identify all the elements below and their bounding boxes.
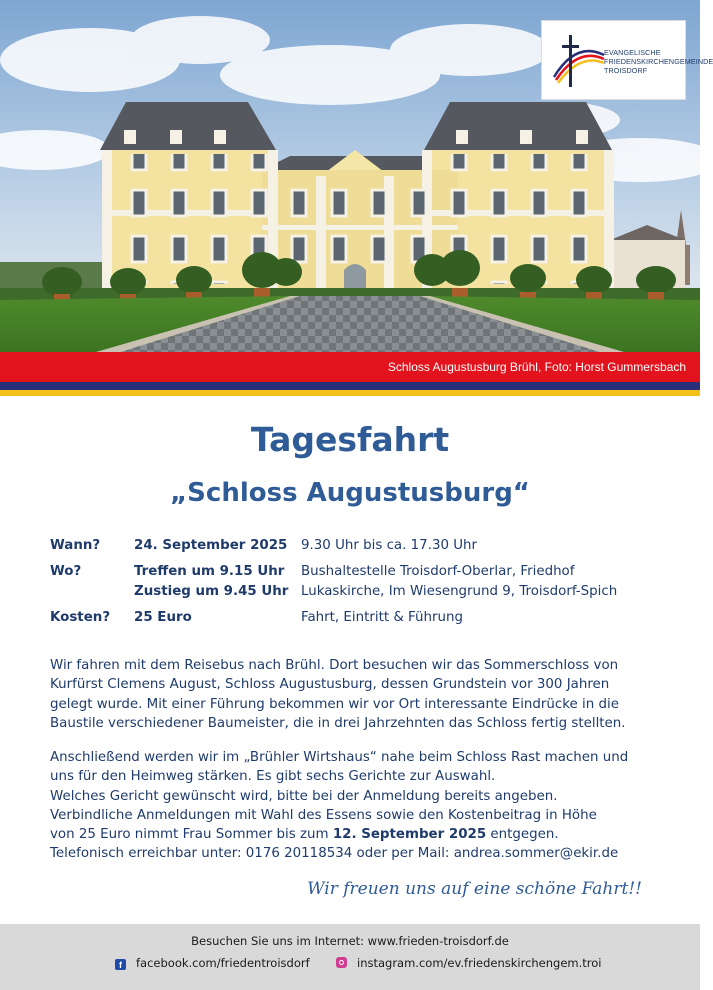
facebook-icon: f [115, 959, 126, 970]
instagram-icon [336, 957, 347, 968]
hero-photo [0, 0, 713, 352]
deadline-date: 12. September 2025 [332, 827, 487, 843]
when-time: 9.30 Uhr bis ca. 17.30 Uhr [301, 538, 478, 553]
registration-paragraph [50, 748, 650, 864]
cross-rainbow-logo-icon [546, 25, 606, 95]
contact-line: Telefonisch erreichbar unter: 0176 20118534 oder per Mail: andrea.sommer@ekir.de [50, 846, 619, 862]
instagram-link[interactable] [336, 956, 602, 972]
facebook-link[interactable] [115, 956, 310, 972]
footer [0, 924, 700, 990]
yellow-stripe [0, 390, 700, 396]
page-subtitle: „Schloss Augustusburg“ [170, 478, 530, 508]
navy-stripe [0, 382, 700, 390]
facebook-text: facebook.com/friedentroisdorf [136, 956, 310, 970]
board-place: Lukaskirche, Im Wiesengrund 9, Troisdorf-Spich [301, 584, 618, 599]
cost-amount: 25 Euro [134, 610, 192, 625]
meet-place: Bushaltestelle Troisdorf-Oberlar, Friedhof [301, 564, 575, 579]
logo-line-1: EVANGELISCHE [604, 48, 661, 57]
when-date: 24. September 2025 [134, 538, 288, 553]
photo-caption: Schloss Augustusburg Brühl, Foto: Horst Gummersbach [387, 360, 686, 374]
deadline-suffix: entgegen. [486, 827, 559, 843]
cost-includes: Fahrt, Eintritt & Führung [301, 610, 463, 625]
deadline-line [50, 825, 650, 844]
cost-label: Kosten? [50, 610, 111, 625]
where-row [50, 564, 660, 584]
paragraph-line: Kurfürst Clemens August, Schloss Augustusburg, dessen Grundstein vor 300 Jahren [50, 677, 610, 693]
description-paragraph [50, 656, 650, 733]
paragraph-line: Wir fahren mit dem Reisebus nach Brühl. Dort besuchen wir das Sommerschloss von [50, 658, 619, 673]
paragraph-line: Anschließend werden wir im „Brühler Wirtshaus“ nahe beim Schloss Rast machen und [50, 750, 629, 765]
cost-row [50, 610, 660, 630]
paragraph-line: Baustile verschiedener Baumeister, die in drei Jahrzehnten das Schloss fertig stellten. [50, 715, 626, 731]
boarding-row [50, 584, 660, 604]
paragraph-line: Welches Gericht gewünscht wird, bitte bei der Anmeldung bereits angeben. [50, 788, 558, 804]
where-label: Wo? [50, 564, 82, 579]
deadline-prefix: von 25 Euro nimmt Frau Sommer bis zum [50, 827, 333, 843]
paragraph-line: uns für den Heimweg stärken. Es gibt sechs Gerichte zur Auswahl. [50, 769, 496, 785]
logo-line-3: TROISDORF [604, 66, 648, 75]
paragraph-line: Verbindliche Anmeldungen mit Wahl des Essens sowie den Kostenbeitrag in Höhe [50, 807, 597, 823]
website-link[interactable]: Besuchen Sie uns im Internet: www.frieden-troisdorf.de [191, 934, 509, 948]
when-row [50, 538, 660, 558]
closing-greeting: Wir freuen uns auf eine schöne Fahrt!! [307, 879, 642, 899]
logo-line-2: FRIEDENSKIRCHENGEMEINDE [604, 57, 713, 66]
church-logo [541, 20, 713, 100]
when-label: Wann? [50, 538, 101, 553]
page-title: Tagesfahrt [250, 420, 450, 459]
instagram-text: instagram.com/ev.friedenskirchengem.troi [357, 956, 602, 970]
paragraph-line: gelegt wurde. Mit einer Führung bekommen wir vor Ort interessante Eindrücke in die [50, 696, 619, 712]
board-time: Zustieg um 9.45 Uhr [134, 584, 289, 599]
meet-time: Treffen um 9.15 Uhr [134, 564, 285, 579]
